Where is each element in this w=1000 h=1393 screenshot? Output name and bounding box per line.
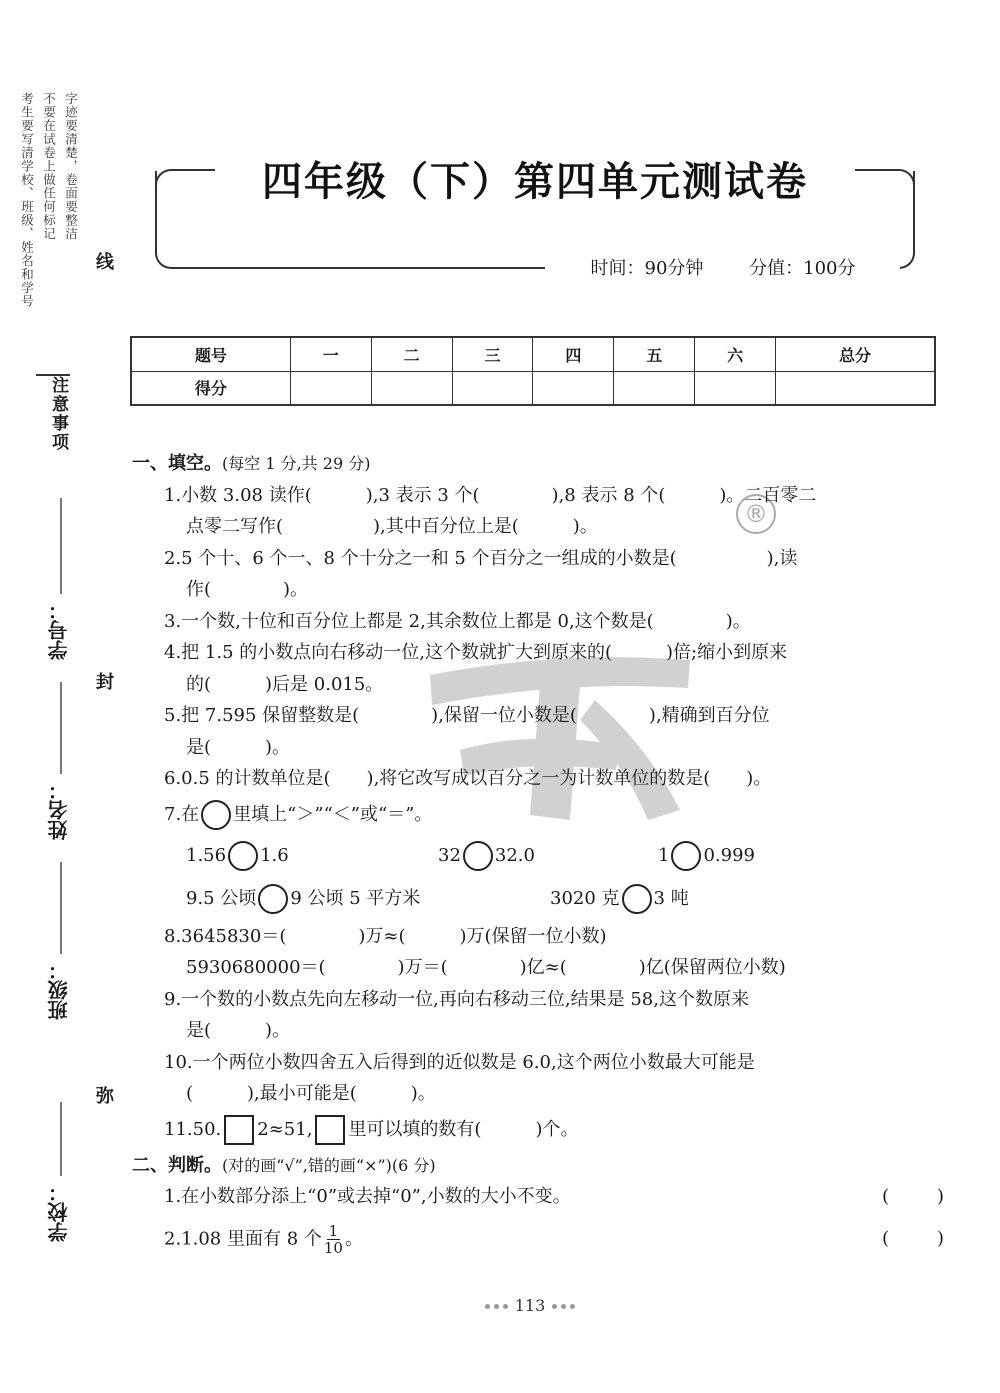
q4-line1: 4.把 1.5 的小数点向右移动一位,这个数就扩大到原来的( )倍;缩小到原来 <box>164 642 788 663</box>
compare-circle-input[interactable] <box>258 884 288 914</box>
q1-line2: 点零二写作( ),其中百分位上是( )。 <box>186 516 598 537</box>
class-line[interactable] <box>60 862 62 954</box>
exam-score: 分值：100分 <box>749 258 856 279</box>
score-cell: 得分 <box>131 371 290 405</box>
judge-2 <box>132 1223 944 1256</box>
school-line[interactable] <box>60 1102 62 1176</box>
compare-item <box>186 840 438 872</box>
section-2-heading: 二、判断。 <box>132 1154 222 1176</box>
score-cell: 二 <box>371 337 452 371</box>
question-9 <box>132 984 944 1047</box>
name-line[interactable] <box>60 682 62 774</box>
q9-line2: 是( )。 <box>186 1020 291 1041</box>
questions <box>132 448 944 1256</box>
section-1-note: (每空 1 分,共 29 分) <box>222 454 371 473</box>
exam-notes <box>6 92 96 372</box>
name-label: 姓名： <box>47 780 71 840</box>
fraction-denominator: 10 <box>323 1238 343 1257</box>
q4-line2: 的( )后是 0.015。 <box>186 673 384 695</box>
compare-row-1 <box>132 835 944 878</box>
judge-1 <box>132 1181 944 1213</box>
dot-icon <box>561 1304 566 1309</box>
score-header-row <box>131 337 935 371</box>
digit-box-input[interactable] <box>224 1115 254 1145</box>
note-1: 考生要写清学校、班级、姓名和学号 <box>19 92 35 308</box>
dot-icon <box>570 1304 575 1309</box>
binding-char-xian: 线 <box>96 252 114 273</box>
score-cell: 三 <box>452 337 533 371</box>
question-10 <box>132 1047 944 1110</box>
q5-line2: 是( )。 <box>186 736 291 758</box>
dot-icon <box>485 1304 490 1309</box>
judge-2-answer[interactable] <box>882 1223 944 1256</box>
compare-circle-input[interactable] <box>671 841 701 871</box>
question-4 <box>132 637 944 700</box>
q10-line2: ( ),最小可能是( )。 <box>186 1083 436 1104</box>
page-title: 四年级（下）第四单元测试卷 <box>262 159 808 205</box>
paren-close: ) <box>936 1186 944 1207</box>
compare-item <box>186 883 550 915</box>
compare-right: 0.999 <box>703 845 755 867</box>
page-number-text: 113 <box>514 1296 546 1315</box>
exam-time: 时间：90分钟 <box>590 258 704 279</box>
question-3: 3.一个数,十位和百分位上都是 2,其余数位上都是 0,这个数是( )。 <box>164 610 751 632</box>
judge-2-text <box>164 1223 363 1256</box>
score-cell: 六 <box>695 337 776 371</box>
question-6: 6.0.5 的计数单位是( ),将它改写成以百分之一为计数单位的数是( )。 <box>164 768 772 789</box>
q8-line2: 5930680000＝( )万＝( )亿≈( )亿(保留两位小数) <box>186 957 786 978</box>
score-input-cell[interactable] <box>533 371 614 405</box>
judge-2-post: 。 <box>344 1228 363 1249</box>
compare-circle-input[interactable] <box>622 884 652 914</box>
score-cell: 总分 <box>776 337 935 371</box>
score-input-cell[interactable] <box>695 371 776 405</box>
compare-left: 3020 克 <box>550 888 620 910</box>
dot-icon <box>494 1304 499 1309</box>
section-2-note: (对的画“√”,错的画“×”)(6 分) <box>222 1155 436 1175</box>
paren-open: ( <box>882 1227 890 1249</box>
score-cell: 五 <box>614 337 695 371</box>
page-number <box>470 1296 590 1315</box>
section-1-heading: 一、填空。 <box>132 453 222 474</box>
compare-left: 32 <box>438 845 461 867</box>
compare-left: 1 <box>658 845 670 867</box>
compare-right: 3 吨 <box>653 888 689 910</box>
score-table <box>130 336 936 406</box>
question-1 <box>132 480 944 543</box>
compare-circle-input[interactable] <box>228 841 258 871</box>
compare-left: 9.5 公顷 <box>186 888 257 910</box>
compare-item <box>550 883 689 915</box>
q7-post: 里填上“＞”“＜”或“＝”。 <box>233 803 433 825</box>
question-7 <box>132 795 944 835</box>
score-input-cell[interactable] <box>452 371 533 405</box>
school-label: 学校： <box>47 1182 71 1242</box>
compare-circle-icon <box>201 800 231 830</box>
dot-icon <box>552 1304 557 1309</box>
time-score <box>548 254 898 280</box>
notes-title: 注意事项 <box>48 376 68 452</box>
q11-part-b: 2≈51, <box>257 1118 313 1140</box>
q9-line1: 9.一个数的小数点先向左移动一位,再向右移动三位,结果是 58,这个数原来 <box>164 988 749 1010</box>
compare-right: 9 公顷 5 平方米 <box>290 888 421 910</box>
compare-row-2 <box>132 878 944 921</box>
score-cell: 题号 <box>131 337 290 371</box>
score-input-cell[interactable] <box>614 371 695 405</box>
q2-line2: 作( )。 <box>186 579 309 600</box>
score-input-cell[interactable] <box>290 371 371 405</box>
compare-item <box>438 840 658 872</box>
q11-part-a: 11.50. <box>164 1118 222 1140</box>
question-5 <box>132 700 944 763</box>
binding-char-mi: 弥 <box>96 1086 114 1107</box>
q1-line1: 1.小数 3.08 读作( ),3 表示 3 个( ),8 表示 8 个( )。二百零二 <box>164 484 817 506</box>
q7-pre: 7.在 <box>164 803 200 825</box>
q8-line1: 8.3645830＝( )万≈( )万(保留一位小数) <box>164 925 607 947</box>
score-input-cell[interactable] <box>776 371 935 405</box>
score-cell: 四 <box>533 337 614 371</box>
compare-circle-input[interactable] <box>463 841 493 871</box>
q2-line1: 2.5 个十、6 个一、8 个十分之一和 5 个百分之一组成的小数是( ),读 <box>164 547 798 569</box>
judge-1-answer[interactable] <box>882 1181 944 1213</box>
dot-icon <box>503 1304 508 1309</box>
question-8 <box>132 921 944 984</box>
compare-item <box>658 840 755 872</box>
student-id-label: 学号： <box>47 600 71 660</box>
class-label: 班级： <box>47 960 71 1020</box>
paren-open: ( <box>882 1186 890 1207</box>
q10-line1: 10.一个两位小数四舍五入后得到的近似数是 6.0,这个两位小数最大可能是 <box>164 1051 755 1073</box>
student-id-line[interactable] <box>60 498 62 594</box>
score-value-row <box>131 371 935 405</box>
compare-right: 32.0 <box>494 845 535 867</box>
note-3: 字迹要清楚，卷面要整洁 <box>63 92 79 241</box>
judge-1-text: 1.在小数部分添上“0”或去掉“0”,小数的大小不变。 <box>164 1186 571 1207</box>
compare-left: 1.56 <box>186 845 227 867</box>
q5-line1: 5.把 7.595 保留整数是( ),保留一位小数是( ),精确到百分位 <box>164 705 770 726</box>
registered-mark: ® <box>736 494 776 534</box>
fraction-numerator: 1 <box>328 1221 339 1240</box>
compare-right: 1.6 <box>260 845 289 867</box>
score-input-cell[interactable] <box>371 371 452 405</box>
fraction <box>324 1223 343 1256</box>
question-2 <box>132 543 944 606</box>
section-1-title <box>132 448 944 480</box>
note-2: 不要在试卷上做任何标记 <box>41 92 57 241</box>
paren-close: ) <box>936 1227 944 1249</box>
judge-2-pre: 2.1.08 里面有 8 个 <box>164 1228 322 1249</box>
question-11 <box>132 1110 944 1150</box>
q11-part-c: 里可以填的数有( )个。 <box>348 1118 579 1140</box>
digit-box-icon <box>315 1115 345 1145</box>
score-cell: 一 <box>290 337 371 371</box>
binding-char-feng: 封 <box>96 672 114 693</box>
section-2-title <box>132 1150 944 1182</box>
